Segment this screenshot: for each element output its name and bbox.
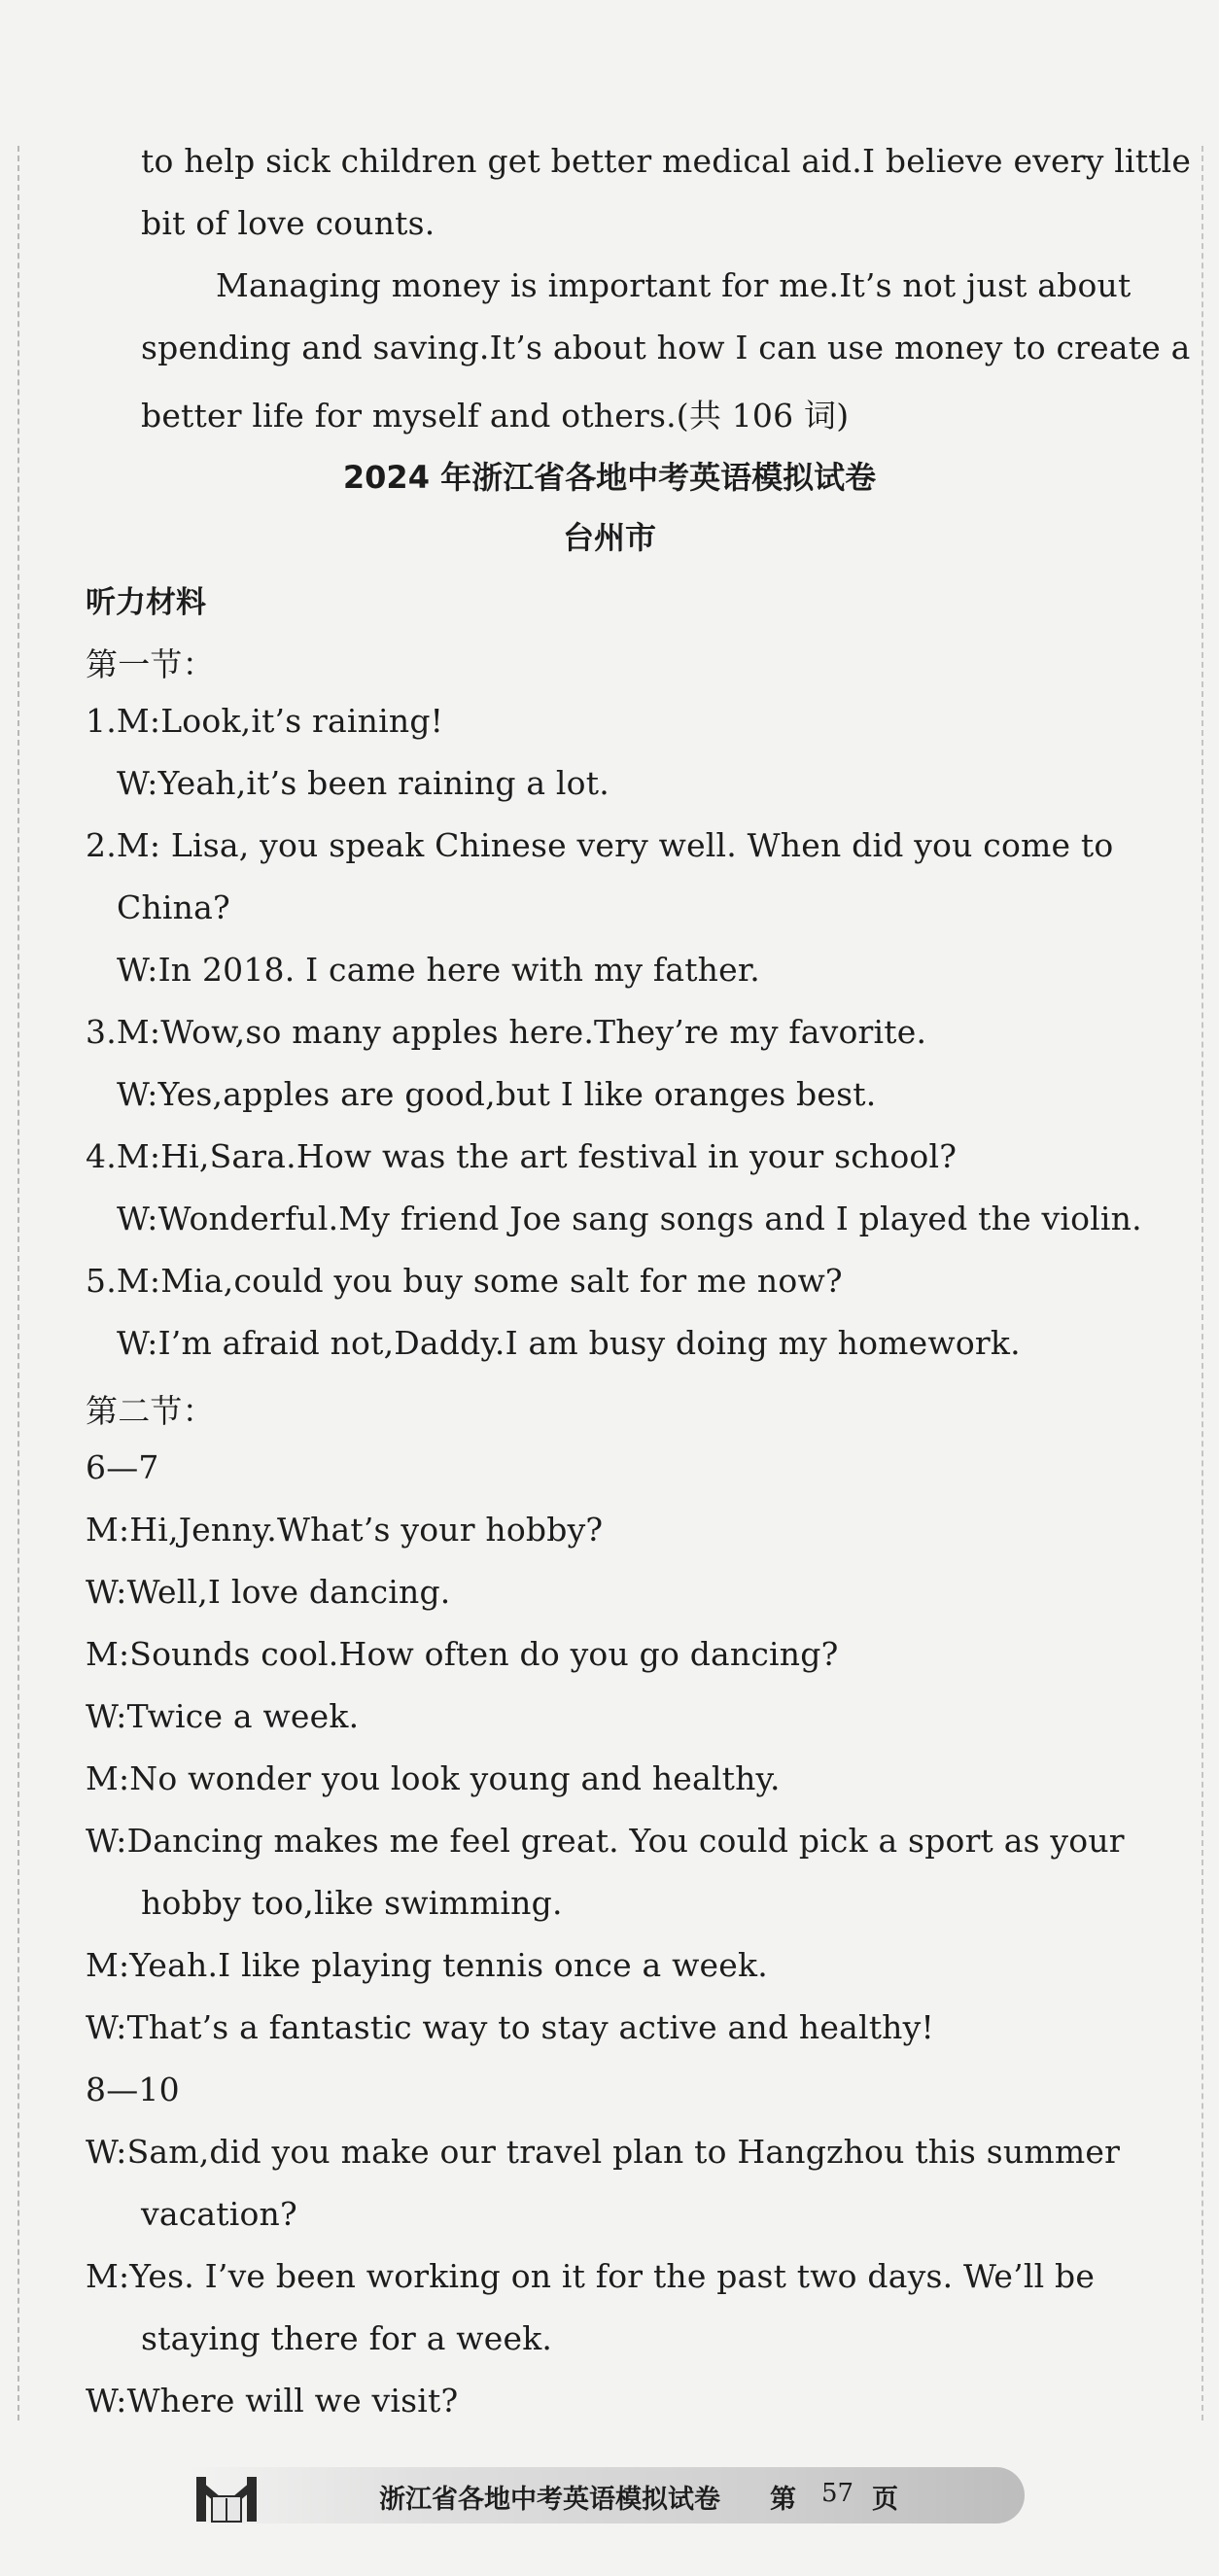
dialogue-line: hobby too,like swimming.: [141, 1884, 563, 1922]
dialogue-line: W:Yeah,it’s been raining a lot.: [117, 764, 610, 802]
part-label: 第一节：: [86, 645, 215, 683]
dialogue-line: W:In 2018. I came here with my father.: [117, 951, 760, 989]
footer-book-title: 浙江省各地中考英语模拟试卷: [379, 2485, 720, 2515]
text-line: Managing money is important for me.It’s not just about: [216, 266, 1132, 304]
text-line: to help sick children get better medical aid.I believe every little: [141, 142, 1192, 180]
exam-title: 2024 年浙江省各地中考英语模拟试卷: [342, 459, 877, 496]
dialogue-line: 4.M:Hi,Sara.How was the art festival in your school?: [86, 1137, 958, 1175]
book-logo-icon: [192, 2463, 261, 2527]
section-heading: 听力材料: [86, 585, 206, 620]
text-line: spending and saving.It’s about how I can use money to create a: [141, 329, 1191, 366]
dialogue-line: W:I’m afraid not,Daddy.I am busy doing my homework.: [117, 1324, 1021, 1362]
dialogue-line: W:Dancing makes me feel great. You could pick a sport as your: [86, 1822, 1125, 1860]
dialogue-line: M:Yes. I’ve been working on it for the past two days. We’ll be: [86, 2257, 1096, 2295]
dialogue-line: W:Where will we visit?: [86, 2382, 459, 2419]
dialogue-line: W:Wonderful.My friend Joe sang songs and I played the violin.: [117, 1200, 1142, 1237]
dialogue-line: W:That’s a fantastic way to stay active and healthy!: [86, 2008, 934, 2046]
part-label: 第二节：: [86, 1392, 215, 1430]
page-number: 57: [821, 2479, 854, 2508]
dialogue-line: M:Hi,Jenny.What’s your hobby?: [86, 1511, 604, 1549]
page-prefix: 第: [770, 2485, 796, 2515]
dialogue-line: 5.M:Mia,could you buy some salt for me now?: [86, 1262, 843, 1300]
dialogue-line: 2.M: Lisa, you speak Chinese very well. When did you come to: [86, 826, 1114, 864]
dialogue-line: vacation?: [141, 2195, 297, 2233]
text-line: better life for myself and others.(共 106 词): [141, 397, 850, 435]
dialogue-line: M:No wonder you look young and healthy.: [86, 1759, 781, 1797]
dialogue-line: staying there for a week.: [141, 2319, 553, 2357]
dialogue-line: W:Yes,apples are good,but I like oranges best.: [117, 1075, 877, 1113]
text-line: bit of love counts.: [141, 204, 435, 242]
question-range: 6—7: [86, 1448, 159, 1486]
dialogue-line: China?: [117, 888, 230, 926]
page-suffix: 页: [872, 2485, 898, 2515]
dialogue-line: W:Twice a week.: [86, 1697, 360, 1735]
dialogue-line: M:Sounds cool.How often do you go dancing?: [86, 1635, 839, 1673]
city-title: 台州市: [562, 519, 656, 556]
dialogue-line: 1.M:Look,it’s raining!: [86, 702, 444, 740]
dialogue-line: 3.M:Wow,so many apples here.They’re my favorite.: [86, 1013, 927, 1051]
question-range: 8—10: [86, 2071, 180, 2108]
dialogue-line: W:Well,I love dancing.: [86, 1573, 451, 1611]
dialogue-line: W:Sam,did you make our travel plan to Hangzhou this summer: [86, 2133, 1121, 2171]
dialogue-line: M:Yeah.I like playing tennis once a week.: [86, 1946, 768, 1984]
